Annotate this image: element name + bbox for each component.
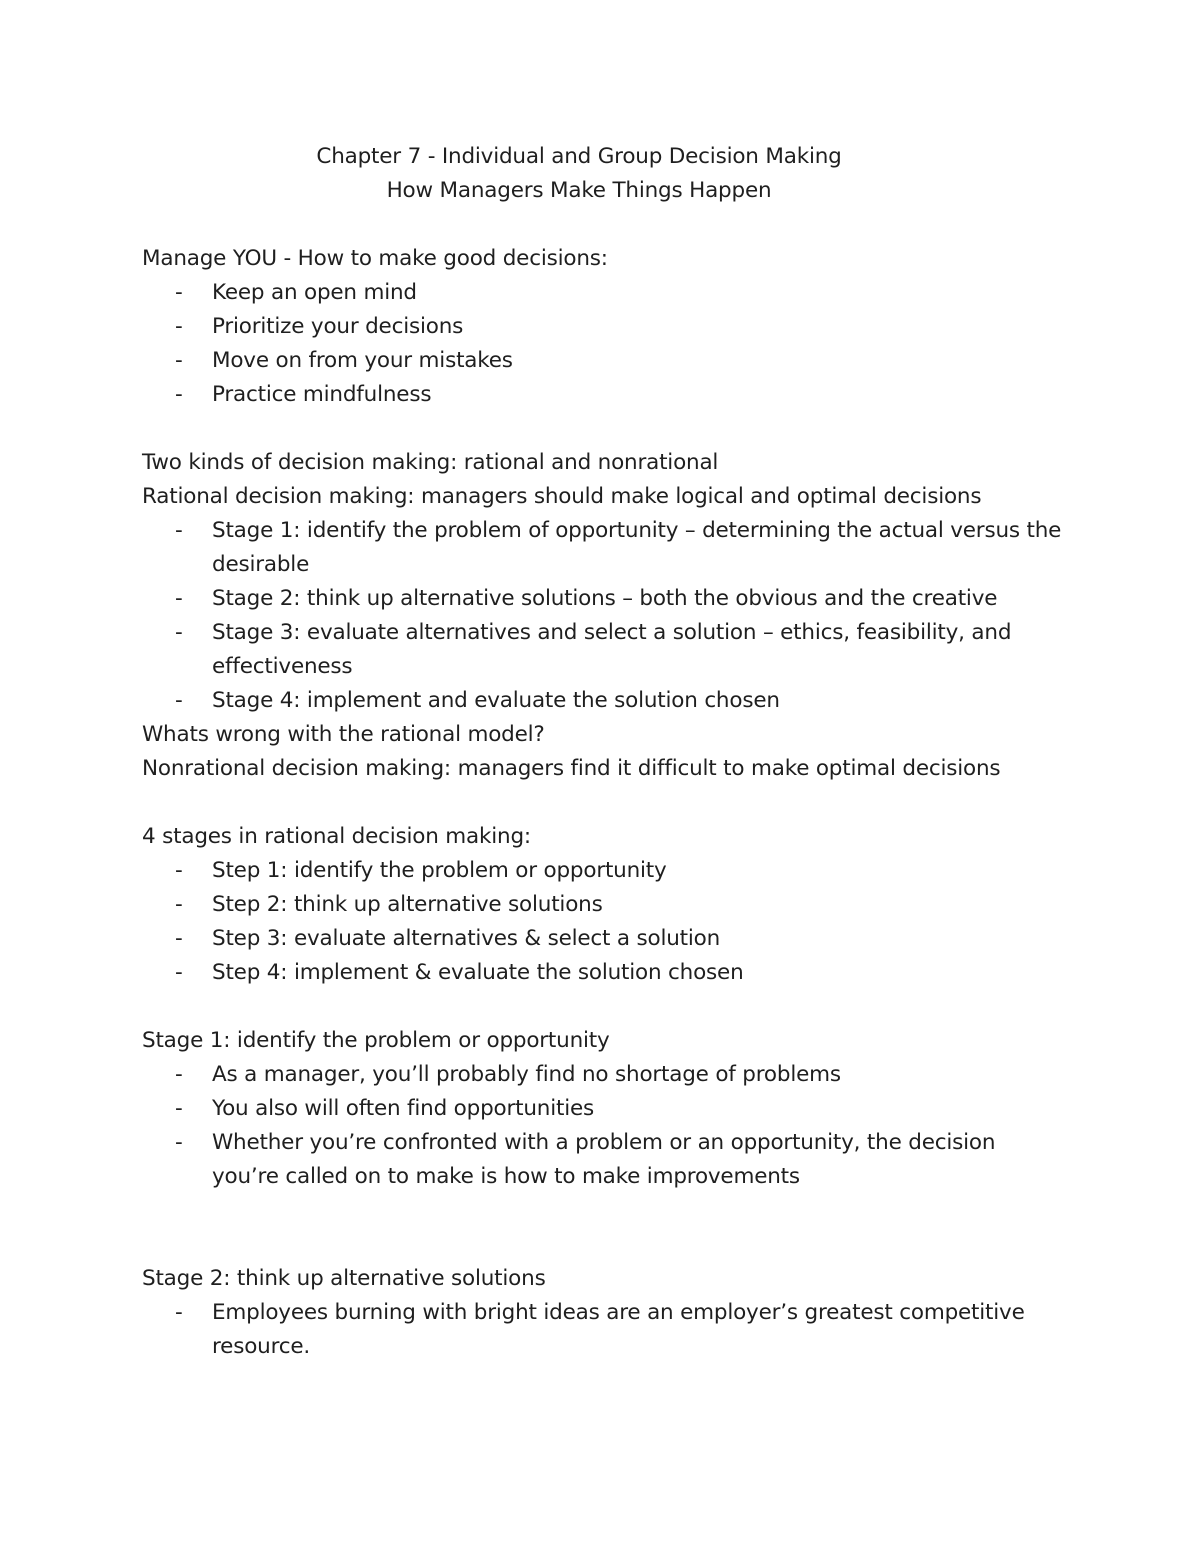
section-stage-1 — [142, 1024, 1062, 1194]
list-item-text: Step 4: implement & evaluate the solution chosen — [212, 960, 744, 985]
dash-bullet: - — [175, 892, 183, 917]
list-item-text: Step 2: think up alternative solutions — [212, 892, 603, 917]
list-item — [142, 684, 1062, 718]
list-item — [142, 616, 1062, 684]
list-item — [142, 344, 1062, 378]
dash-bullet: - — [175, 382, 183, 407]
section-manage-you — [142, 242, 1062, 412]
dash-bullet: - — [175, 688, 183, 713]
list-item-text: Whether you’re confronted with a problem or an opportunity, the decision you’re called on to make is how to make improvements — [212, 1130, 996, 1189]
title-block — [142, 140, 1062, 208]
list-item-text: Stage 4: implement and evaluate the solution chosen — [212, 688, 780, 713]
list-item-text: Stage 1: identify the problem of opportunity – determining the actual versus the desirable — [212, 518, 1062, 577]
list-item-text: Step 1: identify the problem or opportunity — [212, 858, 667, 883]
dash-bullet: - — [175, 314, 183, 339]
list-item — [142, 888, 1062, 922]
dash-bullet: - — [175, 586, 183, 611]
bullet-list — [142, 276, 1062, 412]
section-heading: 4 stages in rational decision making: — [142, 824, 531, 849]
dash-bullet: - — [175, 348, 183, 373]
bullet-list — [142, 854, 1062, 990]
dash-bullet: - — [175, 926, 183, 951]
dash-bullet: - — [175, 960, 183, 985]
dash-bullet: - — [175, 1130, 183, 1155]
list-item — [142, 956, 1062, 990]
list-item — [142, 582, 1062, 616]
section-heading: Manage YOU - How to make good decisions: — [142, 246, 608, 271]
list-item-text: Step 3: evaluate alternatives & select a solution — [212, 926, 721, 951]
list-item — [142, 1126, 1062, 1194]
document-subtitle: How Managers Make Things Happen — [386, 178, 772, 203]
list-item — [142, 922, 1062, 956]
dash-bullet: - — [175, 858, 183, 883]
bullet-list — [142, 1058, 1062, 1194]
document-title: Chapter 7 - Individual and Group Decision Making — [316, 144, 842, 169]
list-item — [142, 1092, 1062, 1126]
list-item — [142, 378, 1062, 412]
list-item — [142, 1296, 1062, 1364]
section-heading: Stage 1: identify the problem or opportunity — [142, 1028, 610, 1053]
list-item-text: Stage 3: evaluate alternatives and select a solution – ethics, feasibility, and effectiveness — [212, 620, 1012, 679]
list-item-text: Employees burning with bright ideas are an employer’s greatest competitive resource. — [212, 1300, 1025, 1359]
section-decision-kinds — [142, 446, 1062, 786]
list-item-text: Stage 2: think up alternative solutions – both the obvious and the creative — [212, 586, 998, 611]
list-item — [142, 514, 1062, 582]
dash-bullet: - — [175, 1096, 183, 1121]
question-line: Whats wrong with the rational model? — [142, 722, 545, 747]
list-item — [142, 276, 1062, 310]
dash-bullet: - — [175, 1062, 183, 1087]
bullet-list — [142, 1296, 1062, 1364]
section-four-stages — [142, 820, 1062, 990]
list-item — [142, 310, 1062, 344]
dash-bullet: - — [175, 620, 183, 645]
section-subheading: Rational decision making: managers should make logical and optimal decisions — [142, 484, 982, 509]
bullet-list — [142, 514, 1062, 718]
list-item-text: Move on from your mistakes — [212, 348, 513, 373]
list-item — [142, 1058, 1062, 1092]
section-heading: Stage 2: think up alternative solutions — [142, 1266, 546, 1291]
section-stage-2 — [142, 1262, 1062, 1364]
dash-bullet: - — [175, 518, 183, 543]
list-item-text: As a manager, you’ll probably find no shortage of problems — [212, 1062, 841, 1087]
definition-line: Nonrational decision making: managers find it difficult to make optimal decisions — [142, 756, 1001, 781]
list-item-text: Prioritize your decisions — [212, 314, 464, 339]
list-item-text: You also will often find opportunities — [212, 1096, 595, 1121]
dash-bullet: - — [175, 280, 183, 305]
section-heading: Two kinds of decision making: rational and nonrational — [142, 450, 719, 475]
dash-bullet: - — [175, 1300, 183, 1325]
list-item-text: Keep an open mind — [212, 280, 417, 305]
list-item-text: Practice mindfulness — [212, 382, 432, 407]
list-item — [142, 854, 1062, 888]
document-body — [142, 140, 1062, 1398]
